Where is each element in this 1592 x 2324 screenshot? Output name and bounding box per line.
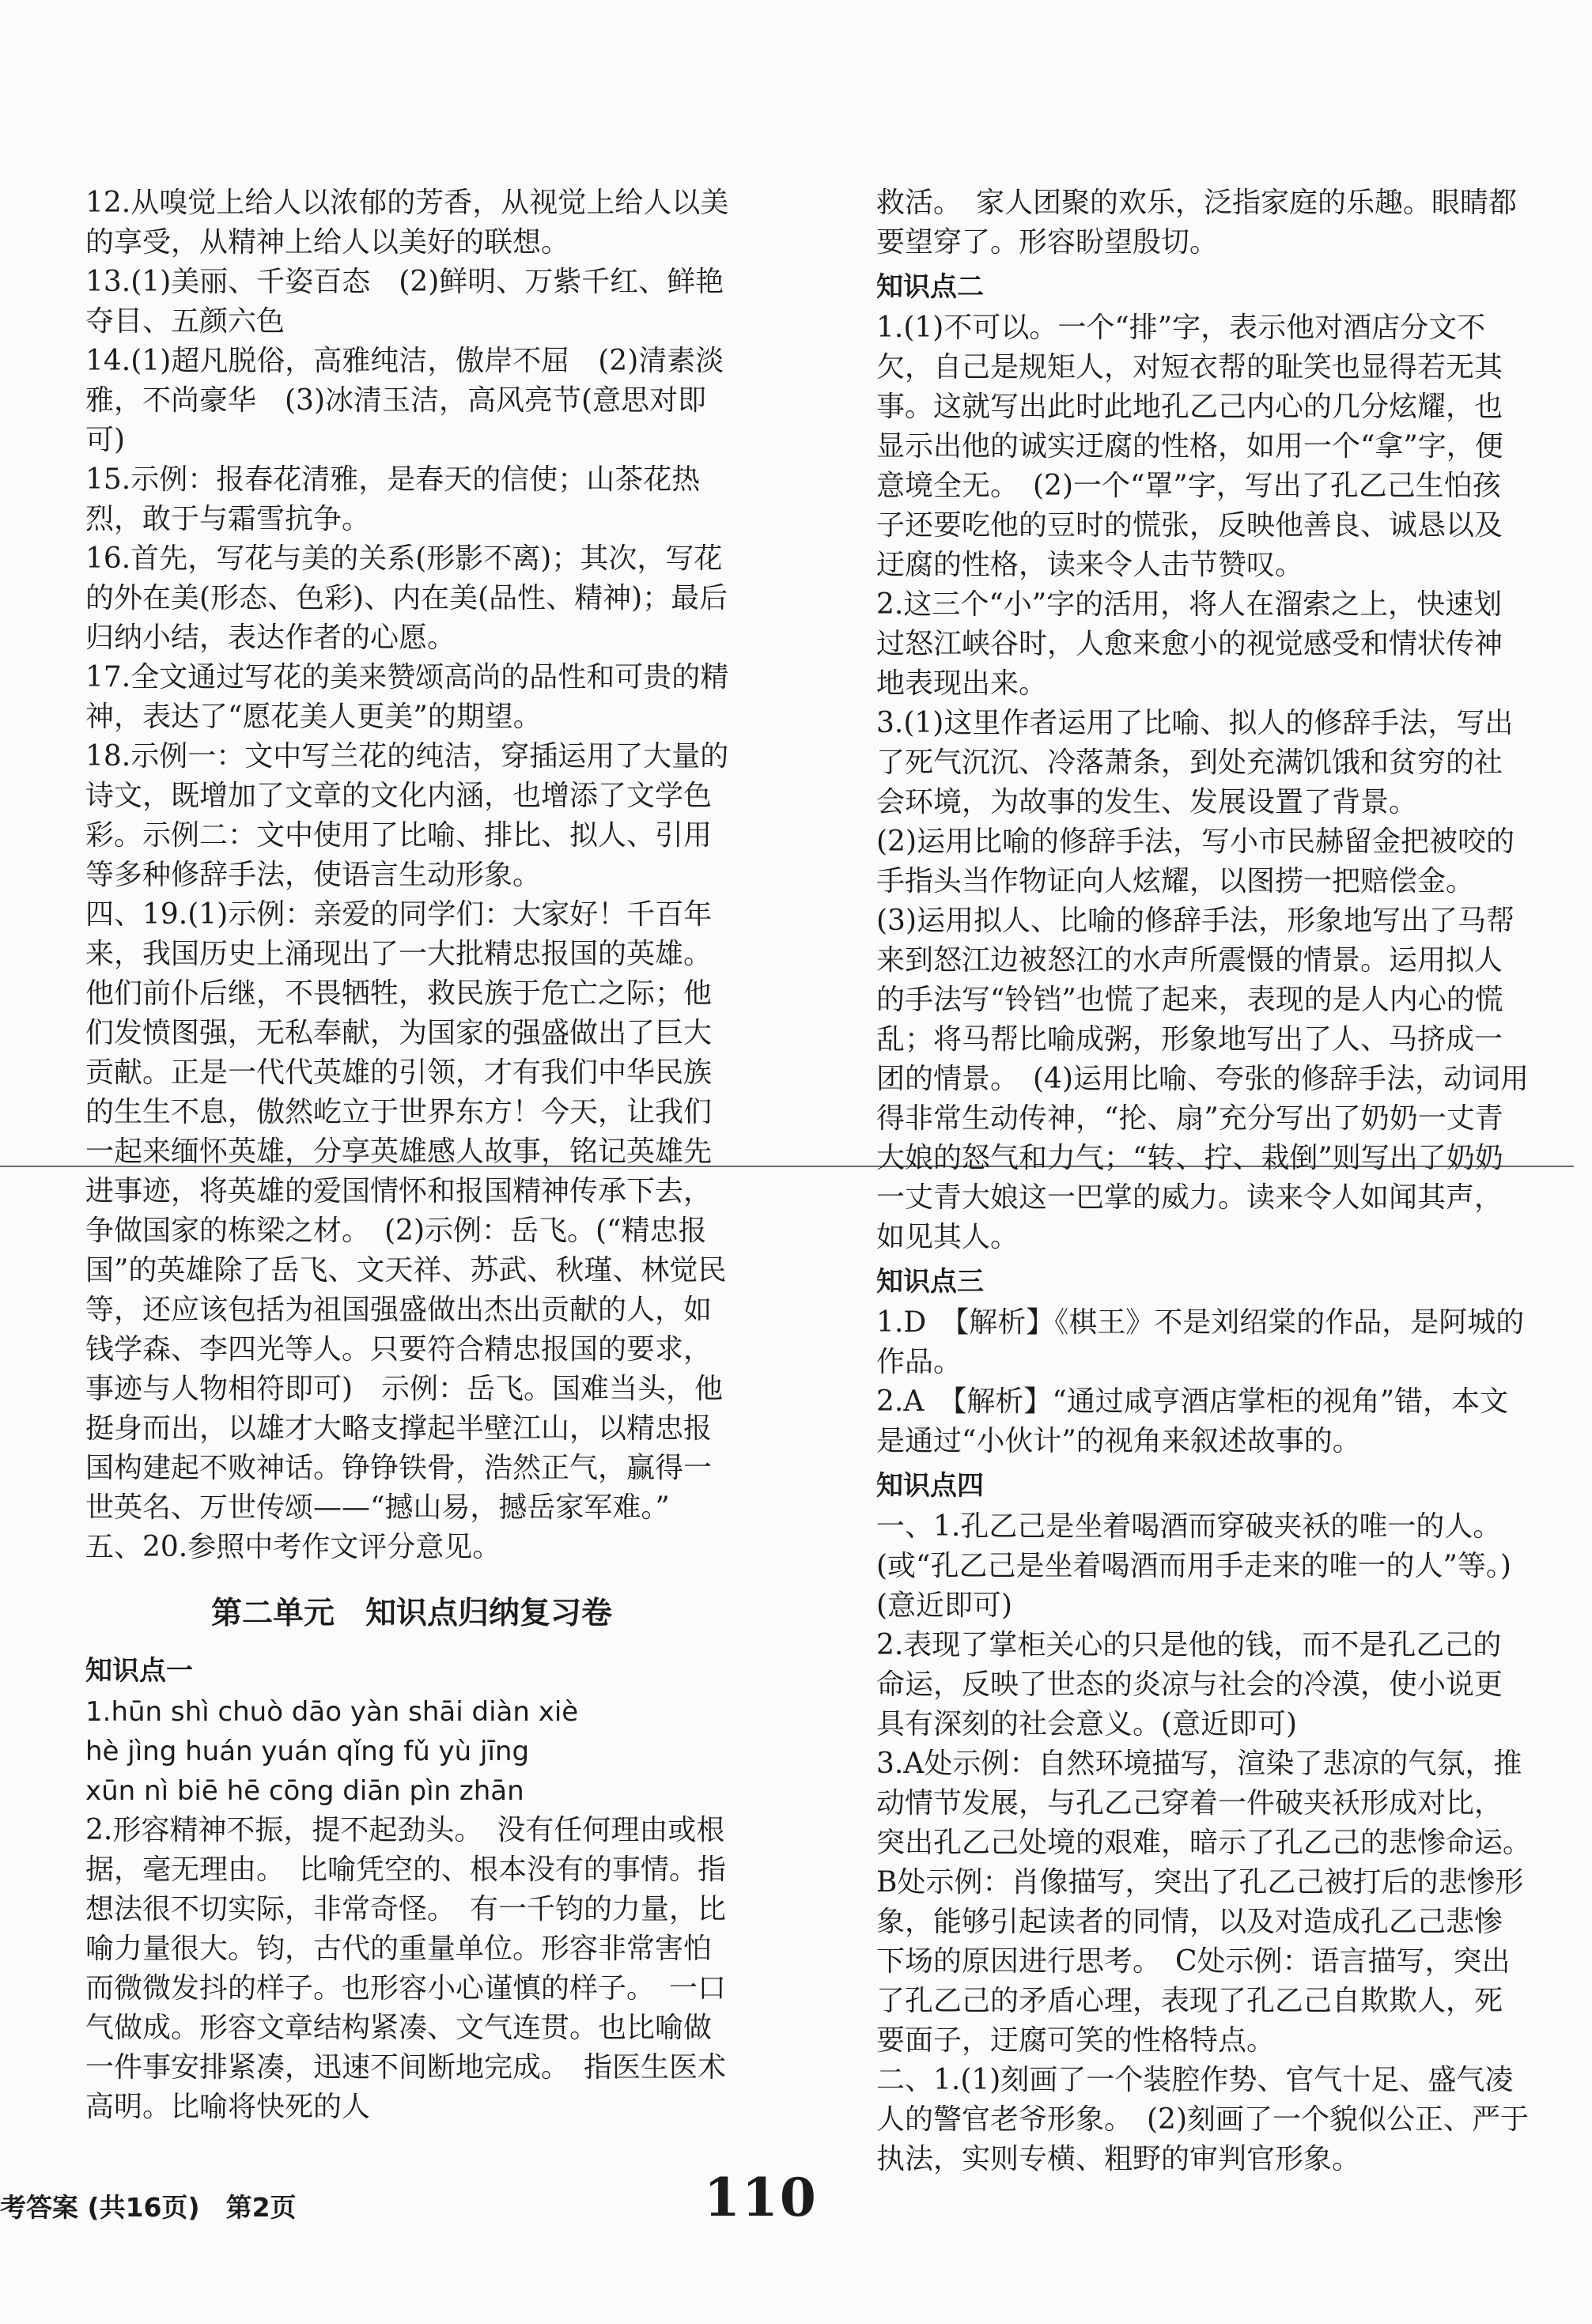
answer-paragraph: 1.D 【解析】《棋王》不是刘绍棠的作品，是阿城的作品。 — [876, 1306, 1525, 1378]
answer-paragraph: 14.(1)超凡脱俗，高雅纯洁，傲岸不屈 (2)清素淡雅，不尚豪华 (3)冰清玉洁，高风亮节(意思对即可) — [85, 345, 724, 456]
answer-paragraph: 二、1.(1)刻画了一个装腔作势、官气十足、盛气凌人的警官老爷形象。 (2)刻画了一个貌似公正、严于执法，实则专横、粗野的审判官形象。 — [876, 2064, 1529, 2175]
section-heading: 知识点一 — [85, 1655, 193, 1687]
answer-paragraph: (3)运用拟人、比喻的修辞手法，形象地写出了马帮来到怒江边被怒江的水声所震慑的情景。运用拟人的手法写“铃铛”也慌了起来，表现的是人内心的慌乱；将马帮比喻成粥，形象地写出了人、马挤成一团的情景。 (4)运用比喻、夸张的修辞手法，动词用得非常生动传神，“抡、扇”充分写出了奶奶一丈青大娘的怒气和力气；“转、拧、栽倒”则写出了奶奶一丈青大娘这一巴掌的威力。读来令人如闻其声，如见其人。 — [876, 905, 1529, 1253]
answer-paragraph: 15.示例：报春花清雅，是春天的信使；山茶花热烈，敢于与霜雪抗争。 — [85, 463, 701, 535]
section-heading: 知识点三 — [876, 1266, 984, 1298]
pinyin-line: hè jìng huán yuán qǐng fǔ yù jīng — [85, 1736, 530, 1767]
pinyin-line: xūn nì biē hē cōng diān pìn zhān — [85, 1775, 524, 1807]
page-number: 110 — [704, 2167, 818, 2228]
answer-paragraph: 3.A处示例：自然环境描写，渲染了悲凉的气氛，推动情节发展，与孔乙己穿着一件破夹袄形成对比，突出孔乙己处境的艰难，暗示了孔乙己的悲惨命运。 B处示例：肖像描写，突出了孔乙己被打后的悲惨形象，能够引起读者的同情，以及对造成孔乙己悲惨下场的原因进行思考。 C处示例：语言描写，突出了孔乙己的矛盾心理，表现了孔乙己自欺欺人，死要面子，迂腐可笑的性格特点。 — [876, 1748, 1546, 2057]
footer-caption: 考答案 (共16页) 第2页 — [0, 2192, 297, 2223]
answer-paragraph: 2.表现了掌柜关心的只是他的钱，而不是孔乙己的命运，反映了世态的炎凉与社会的冷漠，使小说更具有深刻的社会意义。(意近即可) — [876, 1629, 1503, 1740]
answer-paragraph: (2)运用比喻的修辞手法，写小市民赫留金把被咬的手指头当作物证向人炫耀，以图捞一把赔偿金。 — [876, 826, 1514, 897]
answer-paragraph: 1.(1)不可以。一个“排”字，表示他对酒店分文不欠，自己是规矩人，对短衣帮的耻笑也显得若无其事。这就写出此时此地孔乙己内心的几分炫耀，也显示出他的诚实迂腐的性格，如用一个“拿”字，便意境全无。 (2)一个“罩”字，写出了孔乙己生怕孩子还要吃他的豆时的慌张，反映他善良、诚恳以及迂腐的性格，读来令人击节赞叹。 — [876, 312, 1503, 581]
answer-paragraph: 2.形容精神不振，提不起劲头。 没有任何理由或根据，毫无理由。 比喻凭空的、根本没有的事情。指想法很不切实际，非常奇怪。 有一千钧的力量，比喻力量很大。钧，古代的重量单位。形容非常害怕而微微发抖的样子。也形容小心谨慎的样子。 一口气做成。形容文章结构紧凑、文气连贯。也比喻做一件事安排紧凑，迅速不间断地完成。 指医生医术高明。比喻将快死的人 — [85, 1814, 727, 2123]
answer-paragraph: 13.(1)美丽、千姿百态 (2)鲜明、万紫千红、鲜艳夺目、五颜六色 — [85, 266, 724, 338]
answer-paragraph: 18.示例一：文中写兰花的纯洁，穿插运用了大量的诗文，既增加了文章的文化内涵，也增添了文学色彩。示例二：文中使用了比喻、排比、拟人、引用等多种修辞手法，使语言生动形象。 — [85, 740, 729, 891]
section-heading: 知识点四 — [876, 1470, 984, 1502]
answer-paragraph: 四、19.(1)示例：亲爱的同学们：大家好！千百年来，我国历史上涌现出了一大批精忠报国的英雄。他们前仆后继，不畏牺牲，救民族于危亡之际；他们发愤图强，无私奉献，为国家的强盛做出了巨大贡献。正是一代代英雄的引领，才有我们中华民族的生生不息，傲然屹立于世界东方！今天，让我们一起来缅怀英雄，分享英雄感人故事，铭记英雄先进事迹，将英雄的爱国情怀和报国精神传承下去，争做国家的栋梁之材。 (2)示例：岳飞。(“精忠报国”的英雄除了岳飞、文天祥、苏武、秋瑾、林觉民等，还应该包括为祖国强盛做出杰出贡献的人，如钱学森、李四光等人。只要符合精忠报国的要求，事迹与人物相符即可) 示例：岳飞。国难当头，他挺身而出，以雄才大略支撑起半壁江山，以精忠报国构建起不败神话。铮铮铁骨，浩然正气，赢得一世英名、万世传颂——“撼山易，撼岳家军难。” — [85, 898, 727, 1524]
answer-paragraph: 3.(1)这里作者运用了比喻、拟人的修辞手法，写出了死气沉沉、冷落萧条，到处充满饥饿和贫穷的社会环境，为故事的发生、发展设置了背景。 — [876, 707, 1514, 818]
right-column — [876, 183, 1546, 2179]
answer-paragraph: 2.A 【解析】“通过咸亨酒店掌柜的视角”错，本文是通过“小伙计”的视角来叙述故事的。 — [876, 1385, 1509, 1457]
answer-paragraph: 16.首先，写花与美的关系(形影不离)；其次，写花的外在美(形态、色彩)、内在美(品性、精神)；最后归纳小结，表达作者的心愿。 — [85, 542, 728, 654]
left-column — [85, 183, 738, 2127]
pinyin-line: 1.hūn shì chuò dāo yàn shāi diàn xiè — [85, 1696, 579, 1728]
answer-paragraph: 12.从嗅觉上给人以浓郁的芳香，从视觉上给人以美的享受，从精神上给人以美好的联想。 — [85, 187, 729, 259]
unit-title: 第二单元 知识点归纳复习卷 — [210, 1596, 612, 1631]
answer-paragraph: 一、1.孔乙己是坐着喝酒而穿破夹袄的唯一的人。(或“孔乙己是坐着喝酒而用手走来的唯一的人”等。)(意近即可) — [876, 1510, 1511, 1622]
answer-paragraph: 救活。 家人团聚的欢乐，泛指家庭的乐趣。眼睛都要望穿了。形容盼望殷切。 — [876, 187, 1518, 259]
answer-paragraph: 2.这三个“小”字的活用，将人在溜索之上，快速划过怒江峡谷时，人愈来愈小的视觉感受和情状传神地表现出来。 — [876, 588, 1503, 700]
section-heading: 知识点二 — [876, 271, 984, 303]
answer-paragraph: 17.全文通过写花的美来赞颂高尚的品性和可贵的精神，表达了“愿花美人更美”的期望。 — [85, 661, 729, 733]
answer-paragraph: 五、20.参照中考作文评分意见。 — [85, 1531, 501, 1563]
